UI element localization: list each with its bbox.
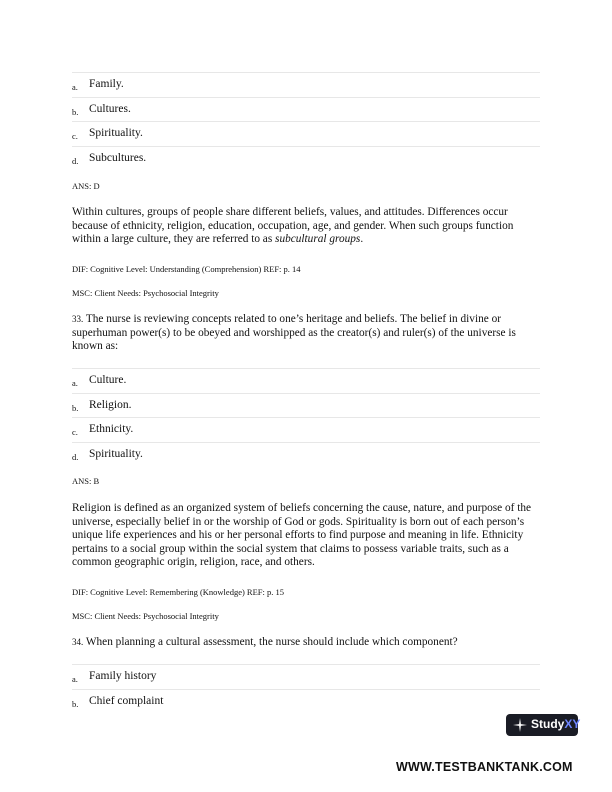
option-letter: b. — [72, 402, 79, 413]
q33-stem-text: The nurse is reviewing concepts related to one’s heritage and beliefs. The belief in divine or superhuman power(s) to be obeyed and worshipped as the creator(s) and ruler(s) of the universe is known as: — [72, 313, 516, 353]
option-text: Spirituality. — [89, 127, 143, 139]
option-text: Subcultures. — [89, 151, 147, 164]
option-text: Religion. — [89, 398, 132, 411]
option-text: Chief complaint — [89, 694, 164, 707]
option-text: Family. — [89, 78, 124, 90]
studyxy-badge[interactable] — [506, 714, 581, 736]
q33-option-d — [72, 442, 540, 467]
option-letter: d. — [72, 451, 79, 462]
q32-explanation-end: . — [360, 233, 364, 246]
option-letter: c. — [72, 427, 78, 437]
badge-label-main: Study — [531, 717, 565, 731]
q33-msc: MSC: Client Needs: Psychosocial Integrity — [72, 611, 219, 621]
q32-dif: DIF: Cognitive Level: Understanding (Comprehension) REF: p. 14 — [72, 264, 301, 274]
q33-options — [72, 368, 540, 466]
q34-options — [72, 664, 540, 713]
option-letter: a. — [72, 82, 78, 92]
option-letter: a. — [72, 674, 78, 684]
plus-sparkle-icon — [512, 717, 528, 733]
option-letter: a. — [72, 378, 78, 388]
option-letter: c. — [72, 131, 78, 141]
badge-label — [531, 717, 580, 731]
q33-dif: DIF: Cognitive Level: Remembering (Knowledge) REF: p. 15 — [72, 587, 284, 597]
option-text: Spirituality. — [89, 447, 143, 460]
q32-option-d — [72, 146, 540, 171]
q33-option-b — [72, 393, 540, 418]
q33-explanation: Religion is defined as an organized system of beliefs concerning the cause, nature, and purpose of the universe, especially belief in or the worship of God or gods. Spirituality is born out of each person’s unique life experiences and his or her personal efforts to find purpose and meaning in life. Ethnicity pertains to a social group within the social system that claims to possess variable traits, such as a common geographic origin, religion, race, and others. — [72, 502, 532, 569]
q32-explanation-term: subcultural groups — [275, 233, 361, 246]
q33-option-c — [72, 417, 540, 442]
q34-option-a — [72, 664, 540, 689]
option-letter: b. — [72, 698, 79, 709]
q32-option-c — [72, 121, 540, 146]
option-text: Ethnicity. — [89, 423, 134, 435]
option-letter: b. — [72, 106, 79, 117]
q32-explanation — [72, 206, 542, 247]
q34-stem — [72, 636, 542, 650]
footer-site-link[interactable]: WWW.TESTBANKTANK.COM — [396, 760, 573, 774]
q33-stem — [72, 313, 542, 354]
option-text: Culture. — [89, 374, 127, 386]
option-text: Cultures. — [89, 102, 131, 115]
q33-option-a — [72, 368, 540, 393]
q32-explanation-main: Within cultures, groups of people share different beliefs, values, and attitudes. Differences occur because of ethnicity, religion, education, occupation, age, and gender. When such groups function within a large culture, they are referred to as — [72, 206, 514, 246]
option-text: Family history — [89, 670, 157, 682]
q32-answer: ANS: D — [72, 181, 100, 191]
q33-answer: ANS: B — [72, 476, 100, 486]
q32-msc: MSC: Client Needs: Psychosocial Integrity — [72, 288, 219, 298]
q32-option-b — [72, 97, 540, 122]
option-letter: d. — [72, 155, 79, 166]
q34-number: 34. — [72, 637, 84, 647]
q32-options — [72, 72, 540, 170]
q34-stem-text: When planning a cultural assessment, the nurse should include which component? — [85, 636, 458, 648]
q34-option-b — [72, 689, 540, 714]
q32-option-a — [72, 72, 540, 97]
badge-label-accent: XY — [564, 717, 581, 731]
q33-number: 33. — [72, 314, 84, 324]
